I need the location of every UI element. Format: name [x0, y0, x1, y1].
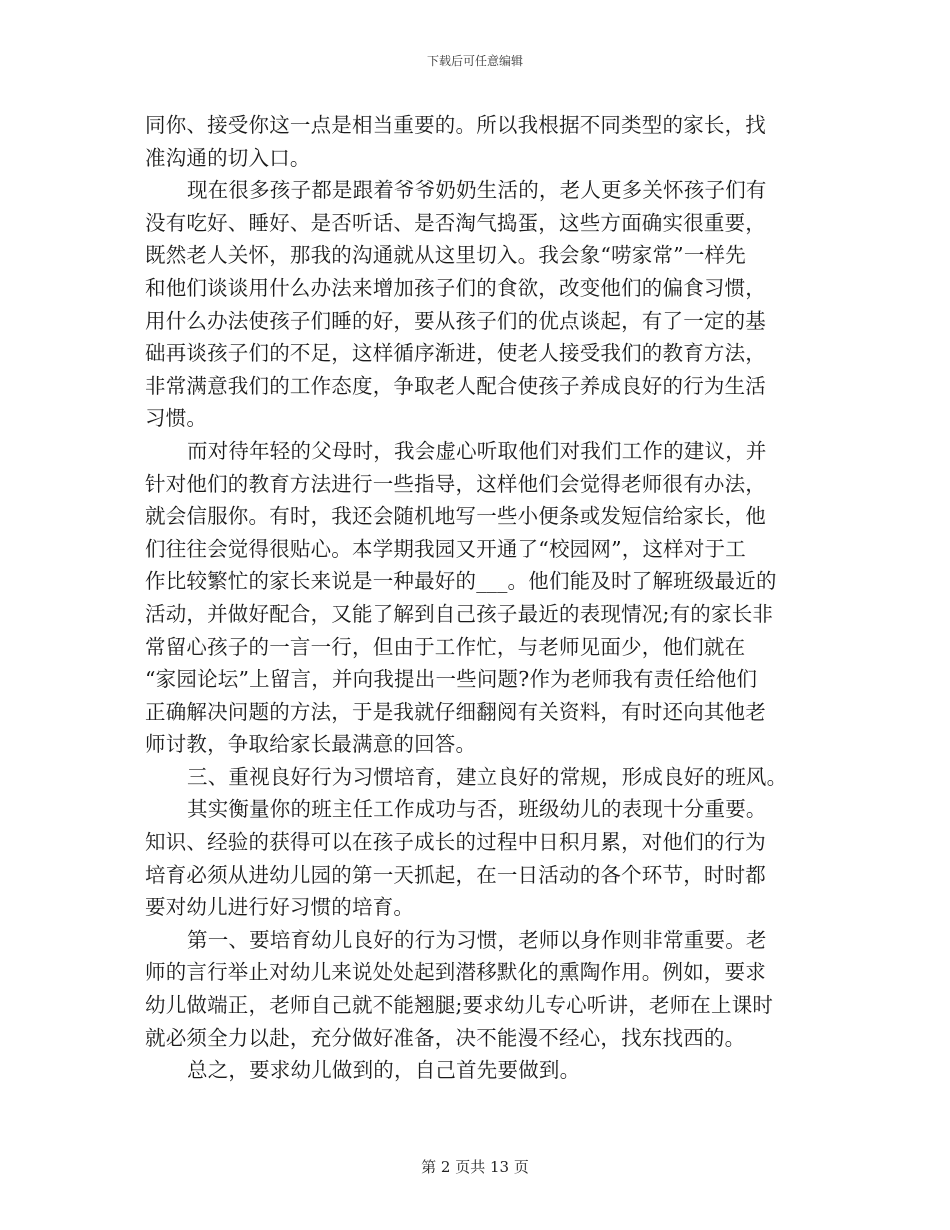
text-line: 培育必须从进幼儿园的第一天抓起，在一日活动的各个环节，时时都 — [145, 862, 766, 887]
text-line: 非常满意我们的工作态度，争取老人配合使孩子养成良好的行为生活 — [145, 373, 766, 398]
page-header: 下载后可任意编辑 — [426, 54, 523, 68]
text-line: 师的言行举止对幼儿来说处处起到潜移默化的熏陶作用。例如，要求 — [145, 960, 766, 985]
text-line: 习惯。 — [145, 406, 208, 431]
text-line: 师讨教，争取给家长最满意的回答。 — [145, 732, 477, 757]
text-line: 总之，要求幼儿做到的，自己首先要做到。 — [187, 1058, 581, 1083]
text-line: 准沟通的切入口。 — [145, 145, 311, 170]
text-line: 要对幼儿进行好习惯的培育。 — [145, 895, 415, 920]
text-line: 其实衡量你的班主任工作成功与否，班级幼儿的表现十分重要。 — [187, 797, 767, 822]
text-line: 正确解决问题的方法，于是我就仔细翻阅有关资料，有时还向其他老 — [145, 699, 766, 724]
text-line: 现在很多孩子都是跟着爷爷奶奶生活的，老人更多关怀孩子们有 — [187, 178, 767, 203]
page-footer: 第 2 页共 13 页 — [421, 1158, 529, 1176]
text-line: 们往往会觉得很贴心。本学期我园又开通了“校园网”，这样对于工 — [145, 536, 746, 561]
text-line: 作比较繁忙的家长来说是一种最好的___。他们能及时了解班级最近的 — [145, 569, 777, 594]
text-line: 知识、经验的获得可以在孩子成长的过程中日积月累，对他们的行为 — [145, 830, 766, 855]
text-line: 第一、要培育幼儿良好的行为习惯，老师以身作则非常重要。老 — [187, 927, 767, 952]
text-line: 常留心孩子的一言一行，但由于工作忙，与老师见面少，他们就在 — [145, 634, 746, 659]
text-line: 而对待年轻的父母时，我会虚心听取他们对我们工作的建议，并 — [187, 438, 767, 463]
document-body — [145, 109, 805, 1087]
text-line: 就会信服你。有时，我还会随机地写一些小便条或发短信给家长，他 — [145, 504, 766, 529]
text-line: 用什么办法使孩子们睡的好，要从孩子们的优点谈起，有了一定的基 — [145, 308, 766, 333]
text-line: 和他们谈谈用什么办法来增加孩子们的食欲，改变他们的偏食习惯， — [145, 275, 766, 300]
text-line: 既然老人关怀，那我的沟通就从这里切入。我会象“唠家常”一样先 — [145, 243, 746, 268]
text-line: “家园论坛”上留言，并向我提出一些问题?作为老师我有责任给他们 — [145, 667, 758, 692]
text-line: 三、重视良好行为习惯培育，建立良好的常规，形成良好的班风。 — [187, 764, 788, 789]
text-line: 幼儿做端正，老师自己就不能翘腿;要求幼儿专心听讲，老师在上课时 — [145, 993, 774, 1018]
text-line: 同你、接受你这一点是相当重要的。所以我根据不同类型的家长，找 — [145, 113, 766, 137]
text-line: 活动，并做好配合，又能了解到自己孩子最近的表现情况;有的家长非 — [145, 601, 774, 626]
text-line: 没有吃好、睡好、是否听话、是否淘气捣蛋，这些方面确实很重要， — [145, 210, 766, 235]
text-line: 础再谈孩子们的不足，这样循序渐进，使老人接受我们的教育方法， — [145, 341, 766, 366]
text-line: 针对他们的教育方法进行一些指导，这样他们会觉得老师很有办法， — [145, 471, 766, 496]
text-line: 就必须全力以赴，充分做好准备，决不能漫不经心，找东找西的。 — [145, 1025, 746, 1050]
